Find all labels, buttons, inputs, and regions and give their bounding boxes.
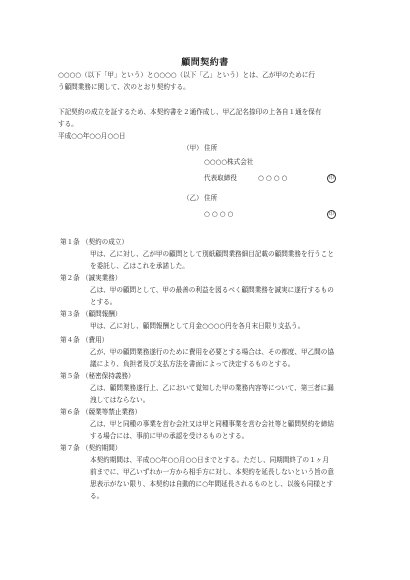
article-4-body: 乙が、甲の顧問業務遂行のために費用を必要とする場合は、その都度、甲乙間の協 議により、負担者及び支払方法を書面によって決定するものとする。 bbox=[90, 348, 334, 368]
party-a-rep-name: ○ ○ ○ ○ bbox=[258, 174, 288, 182]
party-a-address-label: 住所 bbox=[204, 144, 218, 152]
party-b-name: ○ ○ ○ ○ bbox=[204, 210, 234, 218]
article-1-body: 甲は、乙に対し、乙が甲の顧問として別紙顧問業務細目記載の顧問業務を行うこと を委託し、乙はこれを承諾した。 bbox=[90, 250, 334, 270]
article-7-body: 本契約期間は、平成○○年○○月○○日までとする。ただし、同期間終了の１ヶ月 前までに、甲乙いずれか一方から相手方に対し、本契約を延長しないという旨の意 思表示がない限り、本契約は自動的に○年間延長されるものとし、以後も同様とす る。 bbox=[90, 456, 334, 500]
party-a-seal-icon: 印 bbox=[328, 175, 334, 181]
article-1-heading: 第１条 （契約の成立） bbox=[60, 238, 129, 246]
contract-date: 平成○○年○○月○○日 bbox=[58, 132, 126, 140]
intro-line-1: ○○○○（以下「甲」という）と○○○○（以下「乙」という）とは、乙が甲のために行 bbox=[58, 71, 316, 79]
article-3-body: 甲は、乙に対し、顧問報酬として月金○○○○円を各月末日限り支払う。 bbox=[90, 322, 305, 330]
proof-line-1: 下記契約の成立を証するため、本契約書を２通作成し、甲乙記名捺印の上各自１通を保有 bbox=[58, 108, 322, 116]
party-a-rep-title: 代表取締役 bbox=[204, 174, 237, 182]
proof-line-2: する。 bbox=[58, 120, 78, 128]
article-4-heading: 第４条 （費用） bbox=[60, 336, 109, 344]
article-5-body: 乙は、顧問業務遂行上、乙において覚知した甲の業務内容等について、第三者に漏 洩してはならない。 bbox=[90, 384, 334, 404]
document-title: 顧問契約書 bbox=[181, 58, 229, 68]
intro-line-2: う顧問業務に関して、次のとおり契約する。 bbox=[58, 83, 190, 91]
article-7-heading: 第７条 （契約期間） bbox=[60, 444, 122, 452]
party-a-company: ○○○○株式会社 bbox=[204, 158, 254, 166]
party-b-address-label: 住所 bbox=[204, 194, 218, 202]
article-5-heading: 第５条 （秘密保持義務） bbox=[60, 372, 135, 380]
article-6-heading: 第６条 （競業等禁止業務） bbox=[60, 408, 142, 416]
article-6-body: 乙は、甲と同種の事業を営む会社又は甲と同種事業を営む会社等と顧問契約を締結 する場合には、事前に甲の承認を受けるものとする。 bbox=[90, 420, 334, 440]
article-2-body: 乙は、甲の顧問として、甲の最善の利益を図るべく顧問業務を誠実に遂行するもの とする。 bbox=[90, 286, 334, 306]
party-a-label: （甲） bbox=[183, 144, 203, 152]
article-2-heading: 第２条 （誠実業務） bbox=[60, 274, 122, 282]
article-3-heading: 第３条 （顧問報酬） bbox=[60, 310, 122, 318]
party-b-label: （乙） bbox=[183, 194, 203, 202]
party-b-seal-icon: 印 bbox=[328, 211, 334, 217]
